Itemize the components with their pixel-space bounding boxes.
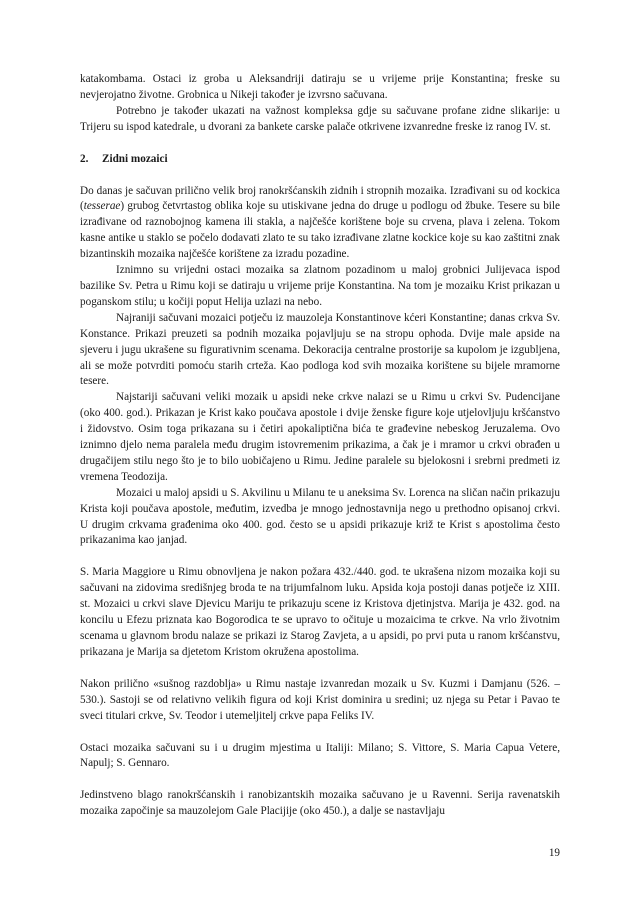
paragraph-text: Do danas je sačuvan prilično velik broj ranokršćanskih zidnih i stropnih mozaika. Izrađivani su od kockica ( bbox=[80, 184, 560, 213]
paragraph-profane-frescoes: Potrebno je također ukazati na važnost kompleksa gdje su sačuvane profane zidne slikarije: u Trijeru su ispod katedrale, u dvorani za bankete carske palače otkrivene izvanredne freske iz ranog IV. st. bbox=[80, 104, 560, 133]
section-number: 2. bbox=[80, 152, 89, 165]
paragraph-mosaic-technique bbox=[80, 184, 560, 264]
page-number: 19 bbox=[548, 847, 560, 859]
paragraph-catacombs: katakombama. Ostaci iz groba u Aleksandriji datiraju se u vrijeme prije Konstantina; freske su nevjerojatno životne. Grobnica u Nikeji također je izvrsno sačuvana. bbox=[80, 73, 560, 101]
paragraph-santa-costanza: Najraniji sačuvani mozaici potječu iz mauzoleja Konstantinove kćeri Konstantine; danas crkva Sv. Konstance. Prikazi preuzeti sa podnih mozaika pojavljuju se na stropu ophoda. Dvije male apside na sjeveru i jugu ukrašene su figurativnim scenama. Dekoracija centralne prostorije sa kupolom je izgubljena, ali se može potvrditi pomoću starih crteža. Kao podloga kod svih mozaika korištene su bijele mramorne tesere. bbox=[80, 311, 560, 388]
paragraph-ravenna: Jedinstveno blago ranokršćanskih i ranobizantskih mozaika sačuvano je u Ravenni. Serija ravenatskih mozaika započinje sa mauzolejom Gale Placijije (oko 450.), a dalje se nastavljaju bbox=[80, 789, 560, 818]
section-title: Zidni mozaici bbox=[102, 152, 168, 165]
italic-term: tesserae bbox=[83, 200, 121, 213]
paragraph-julii-tomb: Iznimno su vrijedni ostaci mozaika sa zlatnom pozadinom u maloj grobnici Julijevaca ispod bazilike Sv. Petra u Rimu koji se datiraju u vrijeme prije Konstantina. Na tom je mozaiku Krist prikazan u poganskom stilu; u kočiji poput Helija uzlazi na nebo. bbox=[80, 264, 560, 308]
paragraph-cosmas-damian: Nakon prilično «sušnog razdoblja» u Rimu nastaje izvanredan mozaik u Sv. Kuzmi i Damjanu (526. – 530.). Sastoji se od relativno velikih figura od koji Krist dominira u sredini; uz njega su Petar i Pavao te sveci titulari crkve, Sv. Teodor i utemeljitelj crkve papa Feliks IV. bbox=[80, 677, 560, 722]
page-body bbox=[80, 72, 560, 820]
paragraph-other-italy: Ostaci mozaika sačuvani su i u drugim mjestima u Italiji: Milano; S. Vittore, S. Maria Capua Vetere, Napulj; S. Gennaro. bbox=[80, 741, 560, 770]
paragraph-text: ) grubog četvrtastog oblika koje su utiskivane jedna do druge u podlogu od žbuke. Tesere su bile izrađivane od raznobojnog kamena ili stakla, a najčešće korištene boje su crvena, plava i zelena. Tokom kasne antike u staklo se počelo dodavati zlato te su tako izrađivane zlatne kockice koje su kao zaštitni znak bizantinskih mozaika najčešće korištene za izradu pozadine. bbox=[80, 200, 560, 261]
paragraph-santa-pudenziana: Najstariji sačuvani veliki mozaik u apsidi neke crkve nalazi se u Rimu u crkvi Sv. Pudencijane (oko 400. god.). Prikazan je Krist kako poučava apostole i dvije ženske figure koje utjelovljuju kršćanstvo i židovstvo. Osim toga prikazana su i četiri apokaliptična bića te građevine nebeskog Jeruzalema. Ovo iznimno djelo nema paralela među drugim istovremenim prikazima, a čak je i mramor u crkvi obrađen u drugačijem stilu nego što je to bilo uobičajeno u Rimu. Jedine paralele su bjelokosni i srebrni predmeti iz vremena Teodozija. bbox=[80, 391, 560, 483]
section-heading bbox=[80, 152, 560, 168]
paragraph-sant-aquilino: Mozaici u maloj apsidi u S. Akvilinu u Milanu te u aneksima Sv. Lorenca na sličan način prikazuju Krista koji poučava apostole, međutim, izvedba je mnogo jednostavnija nego u prethodno opisanoj crkvi. U drugim crkvama građenima oko 400. god. često se u apsidi prikazuje križ te Krist s apostolima često prikazanima kao janjad. bbox=[80, 486, 560, 547]
paragraph-santa-maria-maggiore: S. Maria Maggiore u Rimu obnovljena je nakon požara 432./440. god. te ukrašena nizom mozaika koji su sačuvani na zidovima središnjeg broda te na trijumfalnom luku. Apsida koja postoji danas potječe iz XIII. st. Mozaici u crkvi slave Djevicu Mariju te prikazuju scene iz Kristova djetinjstva. Marija je 432. god. na koncilu u Efezu priznata kao Bogorodica te se upravo to očituje u mozaicima te crkve. Na vrlo životnim scenama u glavnom brodu nalaze se prikazi iz Starog Zavjeta, a u apsidi, po prvi puta u ranom kršćanstvu, prikazana je Marija sa djetetom Kristom okružena apostolima. bbox=[80, 566, 560, 658]
